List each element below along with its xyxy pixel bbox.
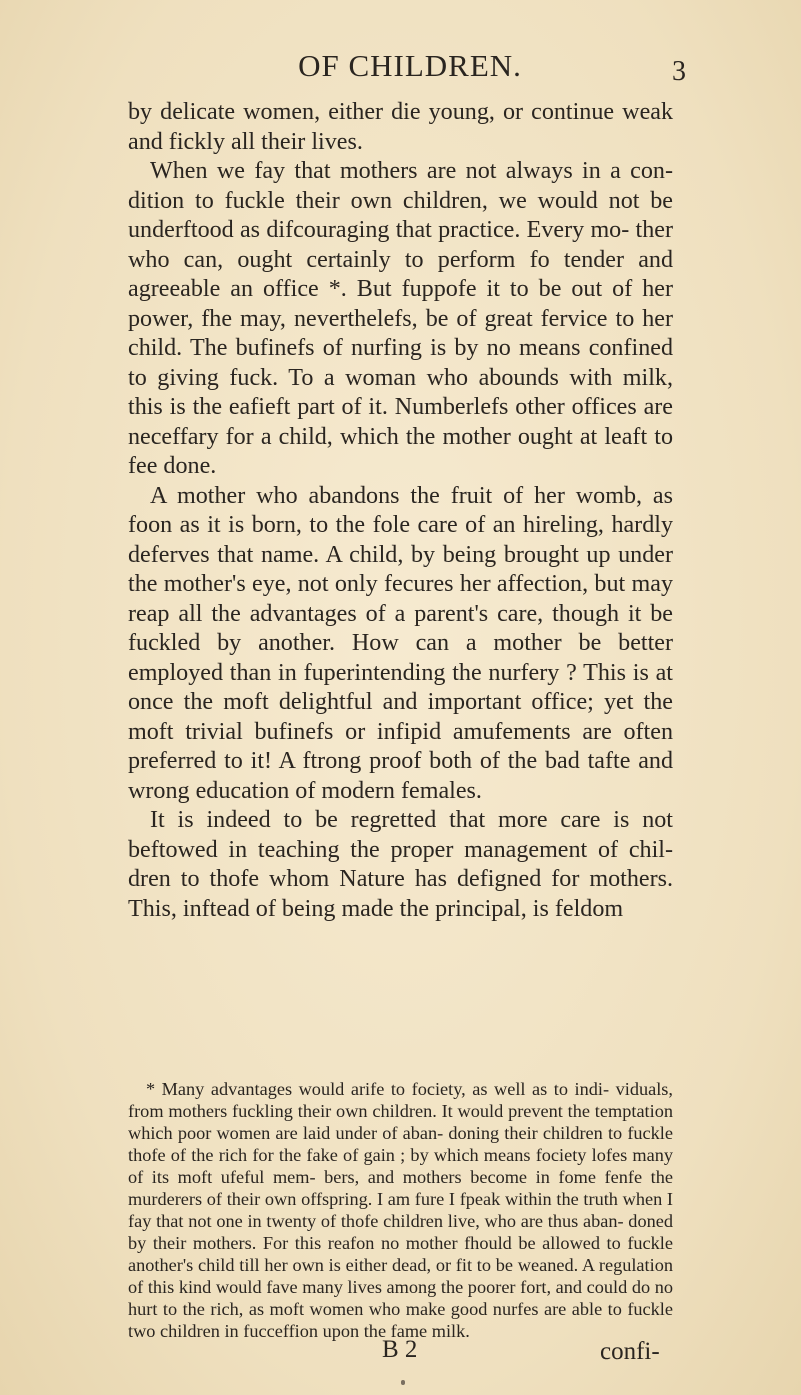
body-text [128,98,673,924]
paragraph: A mother who abandons the fruit of her womb, as foon as it is born, to the fole care of an hireling, hardly deferves that name. A child, by being brought up under the mother's eye, not only fecures her affection, but may reap all the advantages of a parent's care, though it be fuckled by another. How can a mother be better employed than in fuperintending the nurfery ? This is at once the moft delightful and important office; yet the moft trivial bufinefs or infipid amufements are often preferred to it! A ftrong proof both of the bad tafte and wrong education of modern females. [128,482,673,804]
paragraph: When we fay that mothers are not always in a con- dition to fuckle their own children, we would not be underftood as difcouraging that practice. Every mo- ther who can, ought certainly to perform fo tender and agreeable an office *. But fuppofe it to be out of her power, fhe may, neverthelefs, be of great fervice to her child. The bufinefs of nurfing is by no means confined to giving fuck. To a woman who abounds with milk, this is the eafieft part of it. Numberlefs other offices are neceffary for a child, which the mother ought at leaft to fee done. [128,158,673,479]
footnote: * Many advantages would arife to fociety, as well as to indi- viduals, from mothers fuckling their own children. It would prevent the temptation which poor women are laid under of aban- doning their children to fuckle thofe of the rich for the fake of gain ; by which means fociety lofes many of its moft ufeful mem- bers, and mothers become in fome fenfe the murderers of their own offspring. I am fure I fpeak within the truth when I fay that not one in twenty of thofe children live, who are thus aban- doned by their mothers. For this reafon no mother fhould be allowed to fuckle another's child till her own is either dead, or fit to be weaned. A regulation of this kind would fave many lives among the poorer fort, and could do no hurt to the rich, as moft women who make good nurfes are able to fuckle two children in fucceffion upon the fame milk. [128,1079,673,1341]
ink-speck [401,1380,405,1385]
paragraph-continuation: by delicate women, either die young, or continue weak and fickly all their lives. [128,99,673,155]
running-title: OF CHILDREN. [298,48,522,83]
page-number: 3 [672,56,686,87]
paragraph: It is indeed to be regretted that more care is not beftowed in teaching the proper management of chil- dren to thofe whom Nature has defigned for mothers. This, inftead of being made the principal, is feldom [128,807,673,922]
signature-mark: B 2 [382,1336,418,1363]
catchword: confi- [600,1338,660,1365]
